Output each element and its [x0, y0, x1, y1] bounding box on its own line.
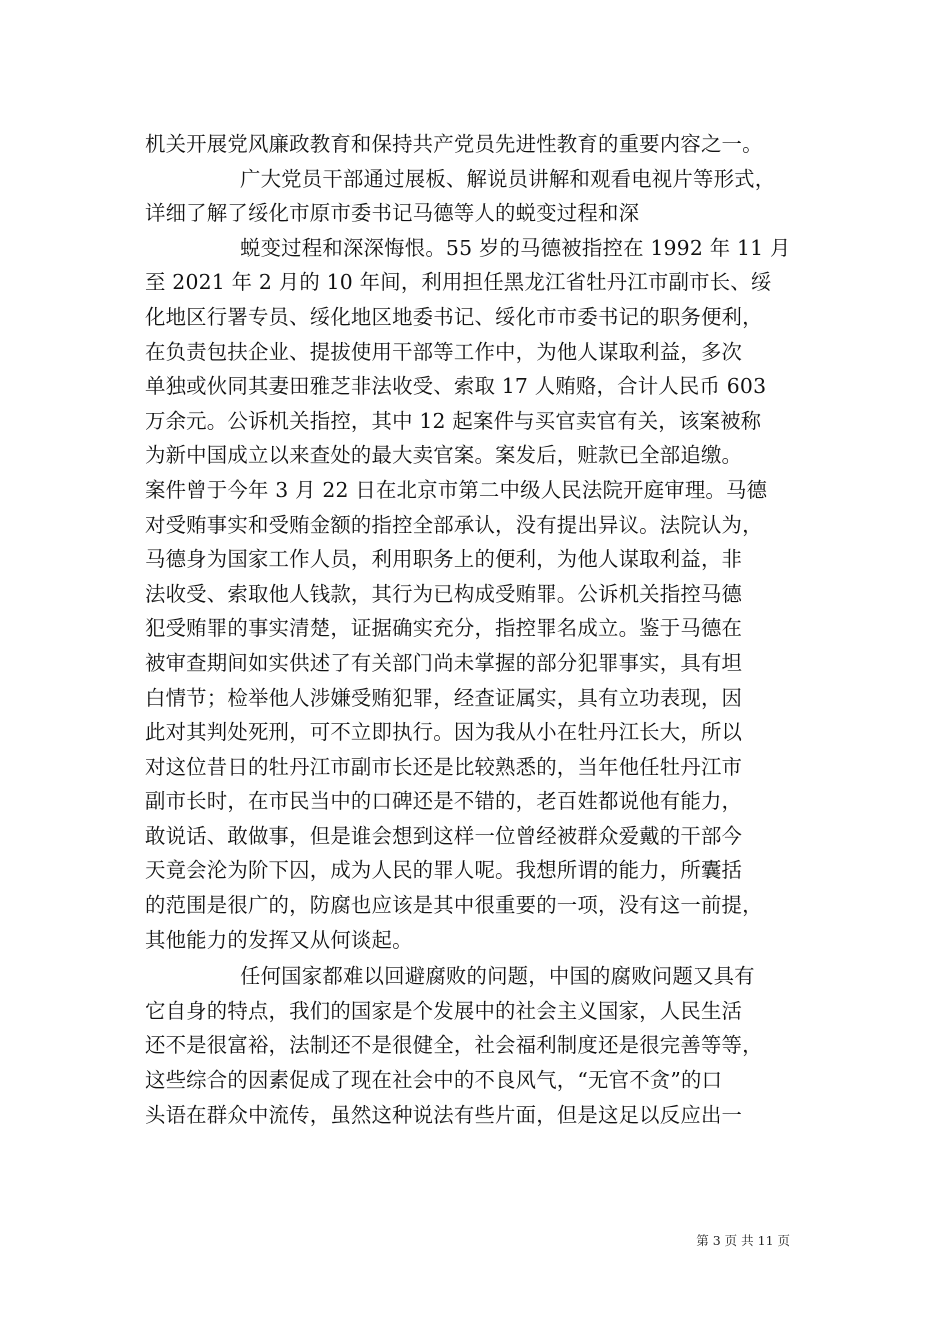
text-line: 详细了解了绥化市原市委书记马德等人的蜕变过程和深 — [145, 201, 640, 226]
text-line: 副市长时，在市民当中的口碑还是不错的，老百姓都说他有能力， — [145, 789, 743, 814]
text-line: 对受贿事实和受贿金额的指控全部承认，没有提出异议。法院认为， — [145, 512, 763, 537]
text-line: 被审查期间如实供述了有关部门尚未掌握的部分犯罪事实，具有坦 — [145, 650, 743, 675]
text-line: 单独或伙同其妻田雅芝非法收受、索取 17 人贿赂，合计人民币 603 — [145, 374, 767, 399]
text-line: 头语在群众中流传，虽然这种说法有些片面，但是这足以反应出一 — [145, 1102, 743, 1127]
text-line: 万余元。公诉机关指控，其中 12 起案件与买官卖官有关，该案被称 — [145, 408, 762, 433]
text-line: 法收受、索取他人钱款，其行为已构成受贿罪。公诉机关指控马德 — [145, 581, 743, 606]
text-line: 其他能力的发挥又从何谈起。 — [145, 927, 413, 952]
text-line: 还不是很富裕，法制还不是很健全，社会福利制度还是很完善等等， — [145, 1033, 763, 1058]
page-number: 第 3 页 共 11 页 — [696, 1233, 790, 1248]
text-line: 它自身的特点，我们的国家是个发展中的社会主义国家，人民生活 — [145, 998, 743, 1023]
text-line: 蜕变过程和深深悔恨。55 岁的马德被指控在 1992 年 11 月 — [240, 235, 791, 260]
text-line: 案件曾于今年 3 月 22 日在北京市第二中级人民法院开庭审理。马德 — [145, 477, 768, 502]
text-line: 为新中国成立以来查处的最大卖官案。案发后，赃款已全部追缴。 — [145, 443, 743, 468]
text-line: 任何国家都难以回避腐败的问题，中国的腐败问题又具有 — [240, 964, 755, 989]
text-line: 对这位昔日的牡丹江市副市长还是比较熟悉的，当年他任牡丹江市 — [145, 754, 743, 779]
text-line: 天竟会沦为阶下囚，成为人民的罪人呢。我想所谓的能力，所囊括 — [145, 858, 743, 883]
text-line: 马德身为国家工作人员，利用职务上的便利，为他人谋取利益，非 — [145, 547, 743, 572]
text-line: 至 2021 年 2 月的 10 年间，利用担任黑龙江省牡丹江市副市长、绥 — [145, 270, 772, 295]
text-line: 的范围是很广的，防腐也应该是其中很重要的一项，没有这一前提， — [145, 893, 763, 918]
text-line: 犯受贿罪的事实清楚，证据确实充分，指控罪名成立。鉴于马德在 — [145, 616, 743, 641]
text-line: 广大党员干部通过展板、解说员讲解和观看电视片等形式， — [240, 166, 776, 191]
text-line: 这些综合的因素促成了现在社会中的不良风气，“无官不贪”的口 — [145, 1068, 723, 1093]
text-line: 此对其判处死刑，可不立即执行。因为我从小在牡丹江长大，所以 — [145, 720, 743, 745]
text-line: 敢说话、敢做事，但是谁会想到这样一位曾经被群众爱戴的干部今 — [145, 823, 743, 848]
text-line: 在负责包扶企业、提拔使用干部等工作中，为他人谋取利益，多次 — [145, 339, 743, 364]
body-text — [145, 127, 825, 1132]
text-line: 化地区行署专员、绥化地区地委书记、绥化市市委书记的职务便利， — [145, 304, 763, 329]
text-line: 机关开展党风廉政教育和保持共产党员先进性教育的重要内容之一。 — [145, 132, 763, 156]
text-line: 白情节；检举他人涉嫌受贿犯罪，经查证属实，具有立功表现，因 — [145, 685, 743, 710]
